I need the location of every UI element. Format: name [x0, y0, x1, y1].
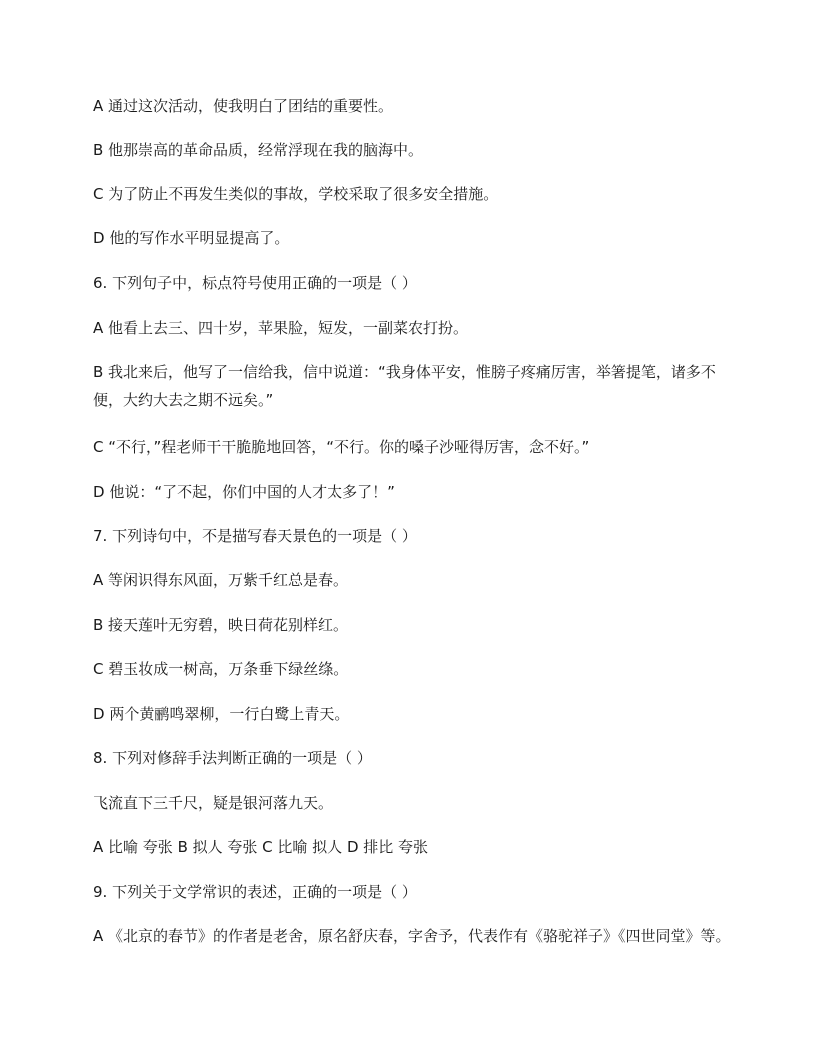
poem-line: 飞流直下三千尺，疑是银河落九天。 [93, 794, 334, 812]
question-9: 9. 下列关于文学常识的表述，正确的一项是（ ） [93, 883, 417, 901]
option-5d: D 他的写作水平明显提高了。 [93, 229, 290, 247]
question-8: 8. 下列对修辞手法判断正确的一项是（ ） [93, 749, 372, 767]
option-7d: D 两个黄鹂鸣翠柳，一行白鹭上青天。 [93, 705, 350, 723]
option-6b: B 我北来后，他写了一信给我，信中说道：“我身体平安，惟膀子疼痛厉害，举箸提笔，诸多不便，大约大去之期不远矣。” [93, 363, 716, 409]
option-6c: C “不行，”程老师干干脆脆地回答，“不行。你的嗓子沙哑得厉害，念不好。” [93, 438, 590, 456]
option-5b: B 他那崇高的革命品质，经常浮现在我的脑海中。 [93, 141, 424, 159]
option-9a: A 《北京的春节》的作者是老舍，原名舒庆春，字舍予，代表作有《骆驼祥子》《四世同堂》等。 [93, 927, 731, 945]
option-6d: D 他说：“了不起，你们中国的人才太多了！” [93, 483, 395, 501]
option-5c: C 为了防止不再发生类似的事故，学校采取了很多安全措施。 [93, 185, 499, 203]
question-7: 7. 下列诗句中，不是描写春天景色的一项是（ ） [93, 527, 417, 545]
options-8: A 比喻 夸张 B 拟人 夸张 C 比喻 拟人 D 排比 夸张 [93, 838, 429, 856]
option-7b: B 接天莲叶无穷碧，映日荷花别样红。 [93, 616, 349, 634]
option-6a: A 他看上去三、四十岁，苹果脸，短发，一副菜农打扮。 [93, 319, 469, 337]
option-5a: A 通过这次活动，使我明白了团结的重要性。 [93, 97, 394, 115]
question-6: 6. 下列句子中，标点符号使用正确的一项是（ ） [93, 274, 417, 292]
option-7a: A 等闲识得东风面，万紫千红总是春。 [93, 571, 349, 589]
option-7c: C 碧玉妆成一树高，万条垂下绿丝绦。 [93, 660, 349, 678]
